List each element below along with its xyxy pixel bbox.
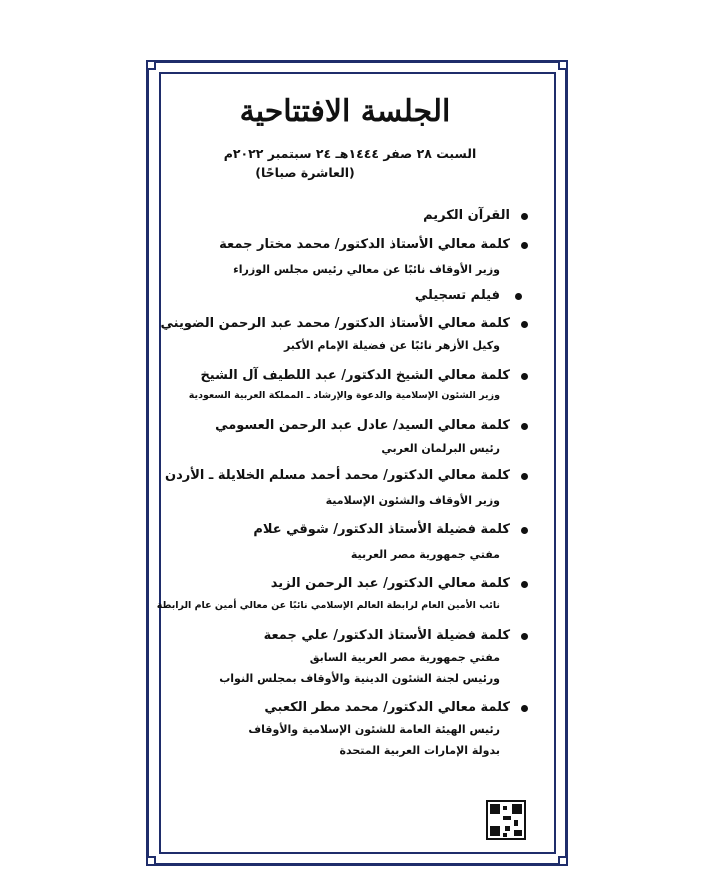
program-item-speaker: كلمة فضيلة الأستاذ الدكتور/ علي جمعة: [263, 628, 510, 643]
program-item-role: بدولة الإمارات العربية المتحدة: [339, 744, 500, 757]
program-item-speaker: كلمة معالي الدكتور/ عبد الرحمن الزيد: [270, 576, 510, 591]
program-item-speaker: كلمة معالي الشيخ الدكتور/ عبد اللطيف آل الشيخ: [200, 368, 510, 383]
bullet-icon: [521, 633, 528, 640]
bullet-icon: [521, 423, 528, 430]
bullet-icon: [521, 581, 528, 588]
program-item-role: رئيس البرلمان العربي: [381, 442, 500, 455]
bullet-icon: [521, 705, 528, 712]
border-corner-ornament: [558, 60, 568, 70]
qr-code-icon: [486, 800, 526, 840]
session-time: (العاشرة صباحًا): [255, 165, 355, 180]
bullet-icon: [521, 321, 528, 328]
bullet-icon: [521, 242, 528, 249]
program-item-speaker: كلمة معالي السيد/ عادل عبد الرحمن العسومي: [215, 418, 510, 433]
bullet-icon: [515, 293, 522, 300]
program-item-role: وكيل الأزهر نائبًا عن فضيلة الإمام الأكبر: [283, 339, 500, 352]
program-item-role: وزير الأوقاف نائبًا عن معالي رئيس مجلس الوزراء: [233, 263, 500, 276]
session-date: السبت ٢٨ صفر ١٤٤٤هـ ٢٤ سبتمبر ٢٠٢٢م: [223, 146, 477, 161]
program-item-speaker: فيلم تسجيلي: [414, 288, 500, 303]
bullet-icon: [521, 213, 528, 220]
bullet-icon: [521, 373, 528, 380]
border-corner-ornament: [558, 856, 568, 866]
program-item-role: مفتي جمهورية مصر العربية: [350, 548, 500, 561]
bullet-icon: [521, 473, 528, 480]
program-item-role: ورئيس لجنة الشئون الدينية والأوقاف بمجلس النواب: [219, 672, 500, 685]
bullet-icon: [521, 527, 528, 534]
border-corner-ornament: [146, 60, 156, 70]
program-item-role: وزير الشئون الإسلامية والدعوة والإرشاد ـ المملكة العربية السعودية: [188, 390, 500, 401]
program-item-role: رئيس الهيئة العامة للشئون الإسلامية والأوقاف: [248, 723, 500, 736]
program-item-speaker: كلمة معالي الدكتور/ محمد مطر الكعبي: [264, 700, 510, 715]
program-item-speaker: كلمة معالي الأستاذ الدكتور/ محمد مختار جمعة: [219, 237, 510, 252]
program-item-speaker: كلمة معالي الدكتور/ محمد أحمد مسلم الخلايلة ـ الأردن: [164, 468, 510, 483]
program-item-role: مفتي جمهورية مصر العربية السابق: [309, 651, 500, 664]
border-corner-ornament: [146, 856, 156, 866]
program-item-speaker: كلمة فضيلة الأستاذ الدكتور/ شوقي علام: [253, 522, 510, 537]
program-item-speaker: القرآن الكريم: [423, 208, 510, 223]
program-item-speaker: كلمة معالي الأستاذ الدكتور/ محمد عبد الرحمن الضويني: [160, 316, 510, 331]
page-border-inner: [156, 72, 556, 854]
program-item-role: نائب الأمين العام لرابطة العالم الإسلامي نائبًا عن معالي أمين عام الرابطة: [156, 600, 500, 611]
program-item-role: وزير الأوقاف والشئون الإسلامية: [325, 494, 500, 507]
session-title: الجلسة الافتتاحية: [239, 94, 451, 129]
